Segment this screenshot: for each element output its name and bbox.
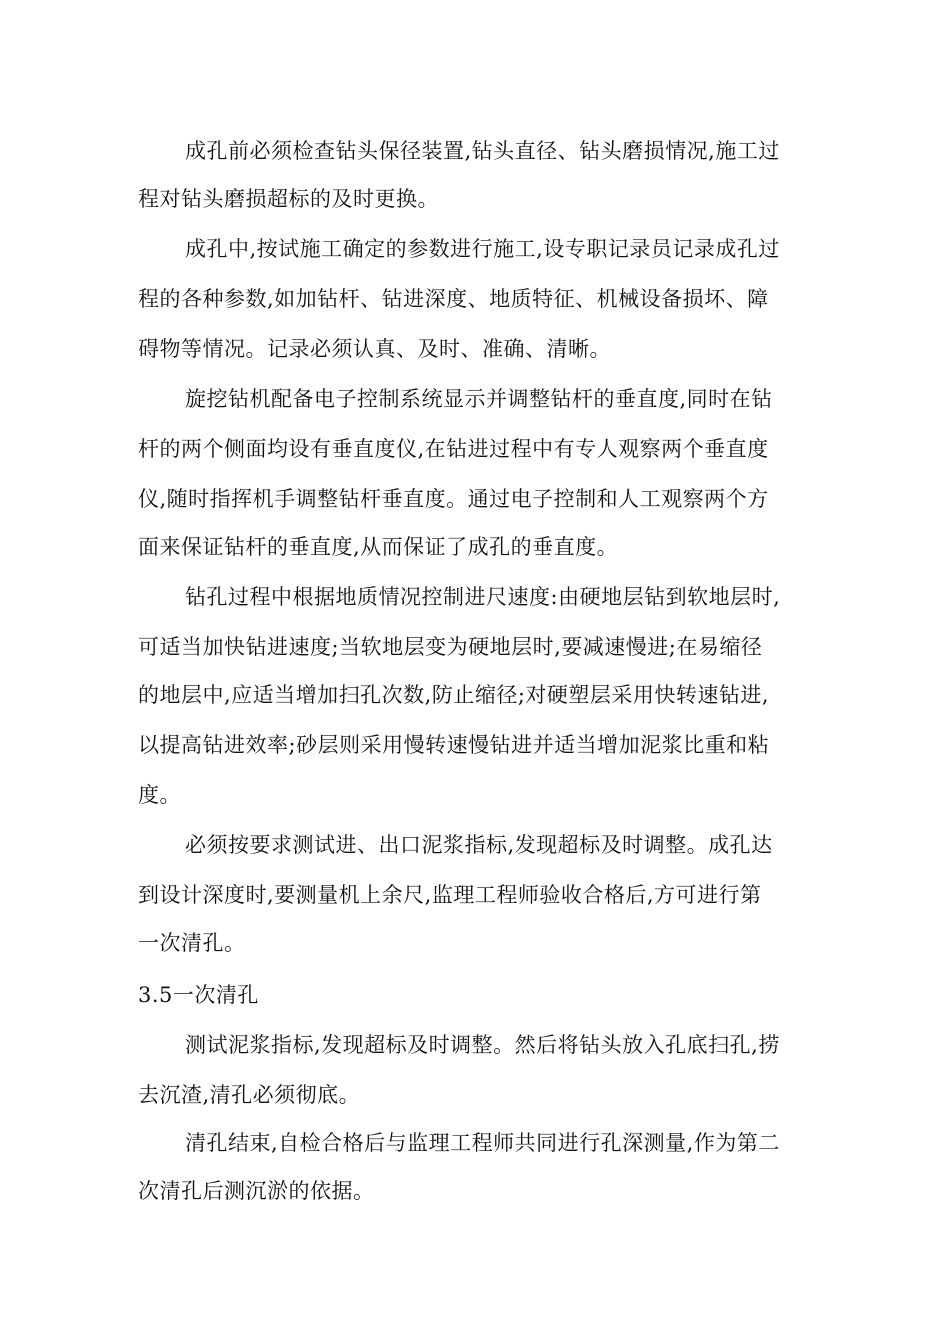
paragraph-1-line-2: 程对钻头磨损超标的及时更换。	[138, 187, 439, 211]
paragraph-3-line-2: 杆的两个侧面均设有垂直度仪,在钻进过程中有专人观察两个垂直度	[138, 437, 769, 461]
paragraph-2-line-1: 成孔中,按试施工确定的参数进行施工,设专职记录员记录成孔过	[185, 237, 780, 261]
paragraph-5-line-2: 到设计深度时,要测量机上余尺,监理工程师验收合格后,方可进行第	[138, 883, 762, 907]
paragraph-3-line-4: 面来保证钻杆的垂直度,从而保证了成孔的垂直度。	[138, 535, 619, 559]
paragraph-4-line-2: 可适当加快钻进速度;当软地层变为硬地层时,要减速慢进;在易缩径	[138, 635, 763, 659]
paragraph-6-line-1: 测试泥浆指标,发现超标及时调整。然后将钻头放入孔底扫孔,捞	[185, 1033, 780, 1057]
paragraph-3-line-1: 旋挖钻机配备电子控制系统显示并调整钻杆的垂直度,同时在钻	[185, 387, 773, 411]
paragraph-4-line-1: 钻孔过程中根据地质情况控制进尺速度:由硬地层钻到软地层时,	[185, 585, 781, 609]
paragraph-7-line-2: 次清孔后测沉淤的依据。	[138, 1179, 375, 1203]
paragraph-2-line-3: 碍物等情况。记录必须认真、及时、准确、清晰。	[138, 337, 611, 361]
paragraph-2-line-2: 程的各种参数,如加钻杆、钻进深度、地质特征、机械设备损坏、障	[138, 287, 769, 311]
paragraph-4-line-4: 以提高钻进效率;砂层则采用慢转速慢钻进并适当增加泥浆比重和粘	[138, 733, 770, 757]
paragraph-7-line-1: 清孔结束,自检合格后与监理工程师共同进行孔深测量,作为第二	[185, 1131, 780, 1155]
paragraph-6-line-2: 去沉渣,清孔必须彻底。	[138, 1083, 361, 1107]
section-heading: 3.5一次清孔	[138, 983, 259, 1007]
paragraph-5-line-1: 必须按要求测试进、出口泥浆指标,发现超标及时调整。成孔达	[185, 833, 773, 857]
paragraph-5-line-3: 一次清孔。	[138, 931, 246, 955]
paragraph-4-line-3: 的地层中,应适当增加扫孔次数,防止缩径;对硬塑层采用快转速钻进,	[138, 683, 770, 707]
paragraph-3-line-3: 仪,随时指挥机手调整钻杆垂直度。通过电子控制和人工观察两个方	[138, 487, 769, 511]
paragraph-1-line-1: 成孔前必须检查钻头保径装置,钻头直径、钻头磨损情况,施工过	[185, 139, 780, 163]
paragraph-4-line-5: 度。	[138, 783, 181, 807]
